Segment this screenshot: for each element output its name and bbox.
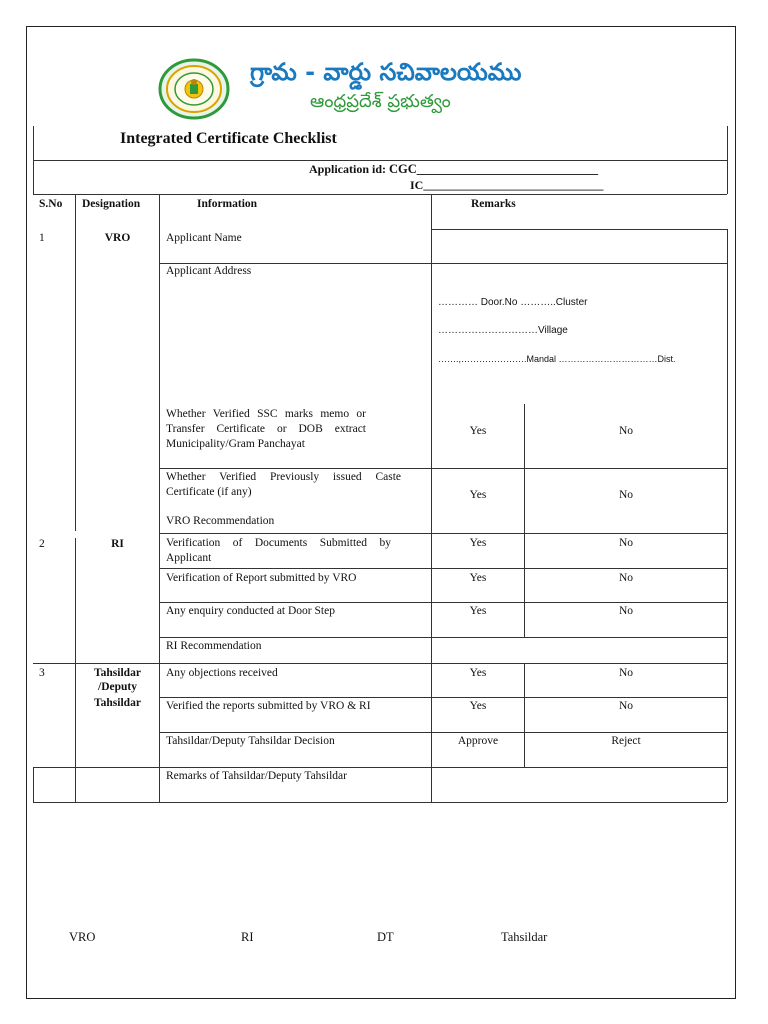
signature-vro: VRO [69,930,96,944]
ssc-yes-option[interactable]: Yes [469,425,487,437]
government-emblem-logo [158,58,230,120]
report-verification-label: Verification of Report submitted by VRO [166,572,357,584]
decision-label: Tahsildar/Deputy Tahsildar Decision [166,735,335,747]
ri-sno: 2 [39,538,45,550]
ri-designation: RI [111,538,124,550]
table-left-lower [33,767,34,802]
vro-recommendation-label: VRO Recommendation [166,515,275,527]
signature-ri: RI [241,930,254,944]
row-sep-vro-end [159,533,727,534]
row-sep-documents [159,568,727,569]
documents-yes-option[interactable]: Yes [469,537,487,549]
ssc-no-option[interactable]: No [618,425,634,437]
report-yes-option[interactable]: Yes [469,572,487,584]
col-header-remarks: Remarks [471,198,516,210]
report-no-option[interactable]: No [618,572,634,584]
table-bottom [33,802,727,803]
row-sep-remarks-top [431,229,727,230]
vro-sno: 1 [39,232,45,244]
row-sep-decision [33,767,727,768]
signature-dt: DT [377,930,394,944]
header-subtitle-telugu: ఆంధ్రప్రదేశ్ ప్రభుత్వం [310,91,451,112]
address-mandal-dist[interactable]: …….,………………….Mandal ……………………………Dist. [438,354,676,364]
reject-option[interactable]: Reject [611,735,641,747]
ri-recommendation-label: RI Recommendation [166,640,262,652]
col-header-information: Information [197,198,258,210]
form-title: Integrated Certificate Checklist [120,130,337,147]
address-village[interactable]: …………………………Village [438,325,568,336]
row-sep-verified [159,732,727,733]
col-sep-designation [159,194,160,802]
applicant-address-label: Applicant Address [166,265,252,277]
col-sep-right [727,229,728,802]
row-sep-enquiry [159,637,727,638]
enquiry-no-option[interactable]: No [618,605,634,617]
documents-verification-label: Verification of Documents Submitted by Applicant [166,537,391,564]
verified-reports-label: Verified the reports submitted by VRO & RI [166,700,371,712]
documents-no-option[interactable]: No [618,537,634,549]
table-right-upper [727,126,728,194]
application-id-field[interactable]: CGC_____________________________ [389,162,599,176]
tahsildar-sno: 3 [39,667,45,679]
application-id-label [309,162,598,177]
row-sep-ssc [159,468,727,469]
caste-no-option[interactable]: No [618,489,634,501]
door-step-enquiry-label: Any enquiry conducted at Door Step [166,605,335,617]
header-title-telugu: గ్రామ - వార్డు సచివాలయము [250,58,522,86]
applicant-name-label: Applicant Name [166,232,242,244]
approve-option[interactable]: Approve [457,735,499,747]
appid-separator [33,194,727,195]
application-id-label-text: Application id: [309,162,387,176]
objections-no-option[interactable]: No [618,667,634,679]
col-header-sno: S.No [39,198,63,210]
caste-certificate-label: Whether Verified Previously issued Caste Certificate (if any) [166,471,401,498]
verified-yes-option[interactable]: Yes [469,700,487,712]
tahsildar-designation-line2: /Deputy [98,681,137,693]
ssc-verification-label: Whether Verified SSC marks memo or Transfer Certificate or DOB extract Municipality/Gram Panchayat [166,408,366,450]
address-door-cluster[interactable]: ………… Door.No ………..Cluster [438,297,588,308]
title-separator [33,160,727,161]
vro-designation: VRO [104,232,131,244]
row-sep-report [159,602,727,603]
col-header-designation: Designation [82,198,141,210]
tahsildar-designation-line1: Tahsildar [94,667,141,679]
row-sep-objections [159,697,727,698]
row-sep-ri-end [33,663,727,664]
objections-yes-option[interactable]: Yes [469,667,487,679]
enquiry-yes-option[interactable]: Yes [469,605,487,617]
tahsildar-designation-line3: Tahsildar [94,697,141,709]
ic-field[interactable]: IC______________________________ [410,178,604,192]
objections-label: Any objections received [166,667,278,679]
tahsildar-remarks-label: Remarks of Tahsildar/Deputy Tahsildar [166,770,347,782]
signature-tahsildar: Tahsildar [501,930,548,944]
verified-no-option[interactable]: No [618,700,634,712]
caste-yes-option[interactable]: Yes [469,489,487,501]
